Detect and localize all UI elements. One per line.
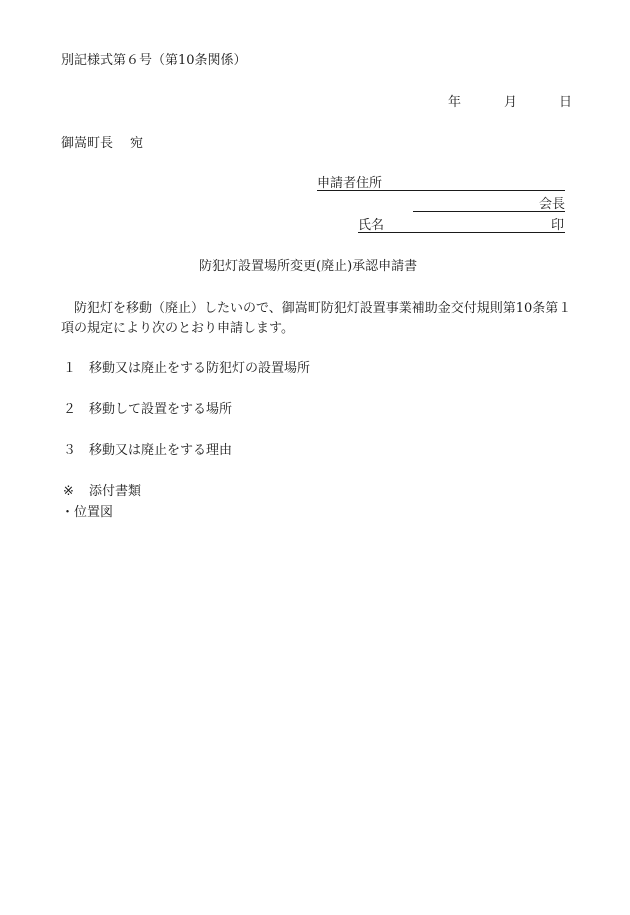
applicant-title-suffix: 会長 [539,197,566,212]
attachments-mark: ※ [63,484,74,499]
item-text: 移動して設置をする場所 [89,402,233,417]
addressee-name: 御嵩町長 [61,136,114,151]
address-underline [317,190,565,191]
attachment-item: ・位置図 [61,505,114,520]
document-title: 防犯灯設置場所変更(廃止)承認申請書 [199,259,418,274]
applicant-address-label: 申請者住所 [317,176,383,191]
form-header: 別記様式第６号（第10条関係） [61,53,247,68]
name-underline [358,232,565,233]
date-day: 日 [559,95,573,110]
item-number: １ [63,361,77,376]
item-number: ２ [63,402,77,417]
date-year: 年 [448,95,462,110]
applicant-name-label: 氏名 [358,218,385,233]
item-number: ３ [63,443,77,458]
item-text: 移動又は廃止をする理由 [89,443,233,458]
applicant-seal: 印 [551,218,565,233]
addressee-suffix: 宛 [130,136,144,151]
date-month: 月 [504,95,518,110]
attachments-label: 添付書類 [89,484,142,499]
body-text: 防犯灯を移動（廃止）したいので、御嵩町防犯灯設置事業補助金交付規則第10条第１項の規定により次のとおり申請します。 [61,301,572,336]
item-text: 移動又は廃止をする防犯灯の設置場所 [89,361,311,376]
organization-underline [413,211,565,212]
